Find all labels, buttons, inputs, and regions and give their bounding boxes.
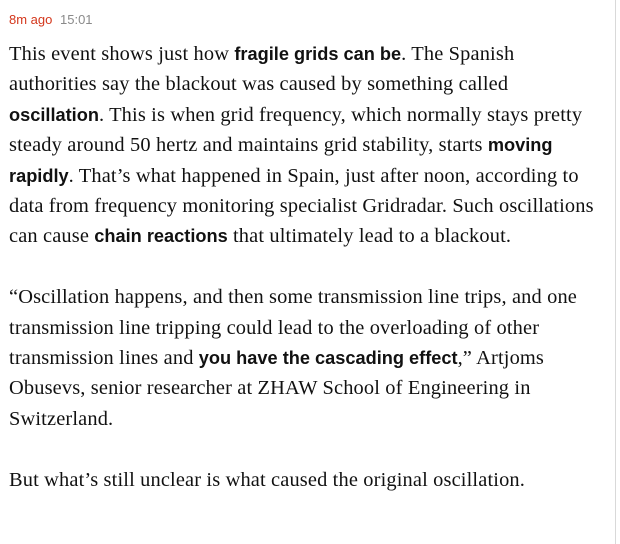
text-run: that ultimately lead to a blackout. <box>227 225 512 248</box>
relative-time: 8m ago <box>9 12 53 27</box>
paragraph-2 <box>9 282 605 434</box>
bold-text: moving rapidly <box>9 135 553 186</box>
post-body <box>9 39 605 495</box>
text-run: ,” Artjoms Obusevs, senior researcher at ZHAW School of Engineering in Switzerland. <box>9 347 545 430</box>
text-run: “Oscillation happens, and then some transmission line trips, and one transmission line tripping could lead to the overloading of other transmission lines and <box>9 286 578 370</box>
text-run: But what’s still unclear is what caused the original oscillation. <box>9 468 526 491</box>
paragraph-1 <box>9 39 605 252</box>
bold-text: you have the cascading effect <box>198 348 458 369</box>
bold-text: chain reactions <box>94 226 228 247</box>
text-run: This event shows just how <box>9 43 235 65</box>
bold-text: oscillation <box>9 104 99 125</box>
clock-time: 15:01 <box>60 12 93 27</box>
text-run: . That’s what happened in Spain, just after noon, according to data from frequency monitoring specialist Gridradar. Such oscillations can cause <box>9 164 594 248</box>
post-timestamp <box>9 11 605 29</box>
paragraph-3 <box>9 465 605 495</box>
text-run: . This is when grid frequency, which normally stays pretty steady around 50 hertz and maintains grid stability, starts <box>9 103 583 157</box>
text-run: . The Spanish authorities say the blackout was caused by something called <box>9 43 515 96</box>
bold-text: fragile grids can be <box>234 44 402 64</box>
